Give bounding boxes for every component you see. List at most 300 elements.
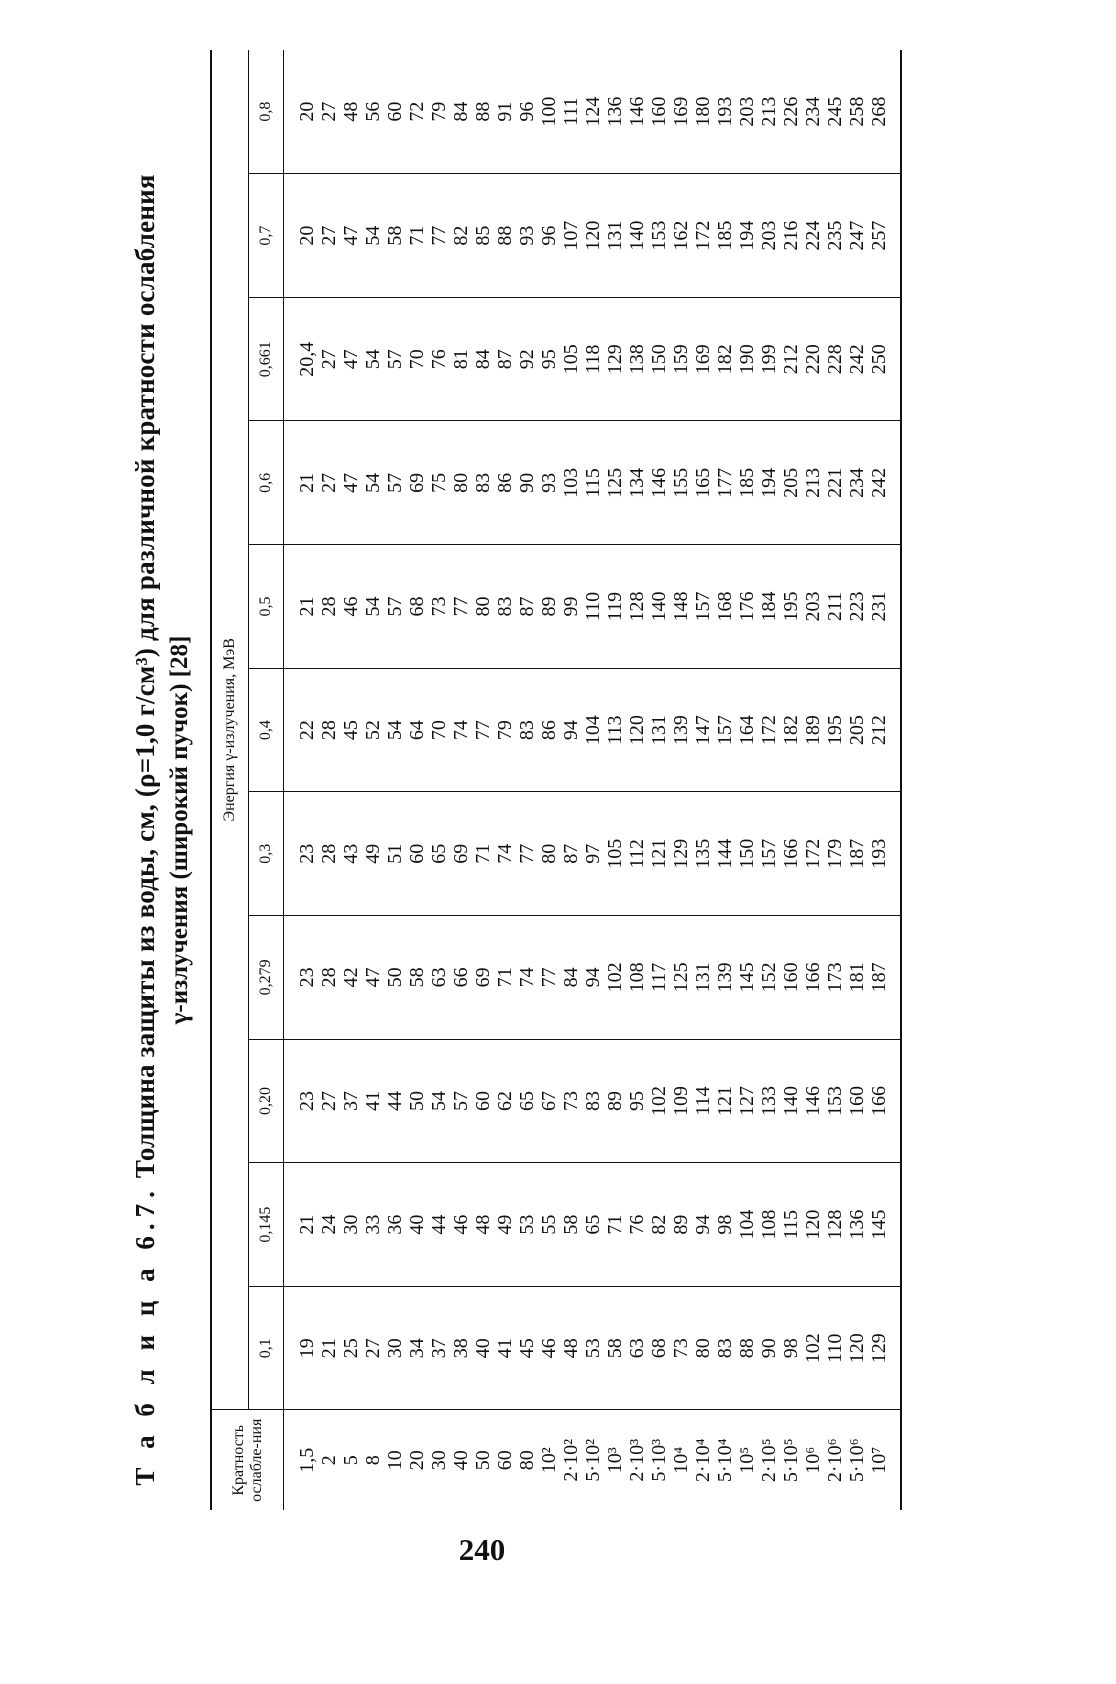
thickness-cell: 187	[868, 962, 890, 993]
thickness-cell: 73	[428, 596, 450, 617]
thickness-cell: 102	[802, 1333, 824, 1364]
attenuation-cell: 5·10⁶	[846, 1438, 868, 1483]
thickness-cell: 90	[516, 472, 538, 493]
thickness-cell: 120	[846, 1333, 868, 1364]
thickness-cell: 45	[340, 720, 362, 741]
thickness-cell: 23	[296, 843, 318, 864]
thickness-cell: 53	[516, 1214, 538, 1235]
thickness-cell: 62	[494, 1090, 516, 1111]
thickness-cell: 47	[362, 967, 384, 988]
thickness-cell: 224	[802, 220, 824, 251]
thickness-cell: 80	[472, 596, 494, 617]
thickness-cell: 155	[670, 467, 692, 498]
thickness-cell: 92	[516, 349, 538, 370]
thickness-cell: 65	[582, 1214, 604, 1235]
thickness-cell: 103	[560, 467, 582, 498]
thickness-cell: 131	[692, 962, 714, 993]
thickness-cell: 57	[384, 349, 406, 370]
thickness-cell: 136	[604, 96, 626, 127]
thickness-cell: 27	[318, 101, 340, 122]
thickness-cell: 172	[692, 220, 714, 251]
energy-header: 0,661	[249, 297, 284, 421]
thickness-cell: 129	[604, 344, 626, 375]
thickness-cell: 79	[494, 720, 516, 741]
thickness-cell: 93	[516, 225, 538, 246]
attenuation-cell: 60	[494, 1450, 516, 1471]
thickness-cell: 91	[494, 101, 516, 122]
thickness-cell: 76	[626, 1214, 648, 1235]
attenuation-cell: 80	[516, 1450, 538, 1471]
thickness-cell: 195	[824, 715, 846, 746]
thickness-cell: 87	[516, 596, 538, 617]
thickness-cell: 146	[648, 467, 670, 498]
thickness-cell: 195	[780, 591, 802, 622]
thickness-cell: 51	[384, 843, 406, 864]
thickness-cell: 140	[648, 591, 670, 622]
thickness-cell: 199	[758, 344, 780, 375]
thickness-cell: 48	[560, 1338, 582, 1359]
attenuation-cell: 2·10⁶	[824, 1438, 846, 1483]
thickness-cell: 65	[428, 843, 450, 864]
thickness-cell: 108	[626, 962, 648, 993]
thickness-cell: 85	[472, 225, 494, 246]
table-title-line-1	[130, 50, 161, 1610]
thickness-cell: 144	[714, 838, 736, 869]
thickness-cell: 68	[648, 1338, 670, 1359]
thickness-cell: 49	[362, 843, 384, 864]
thickness-cell: 34	[406, 1338, 428, 1359]
thickness-cell: 129	[868, 1333, 890, 1364]
thickness-cell: 71	[604, 1214, 626, 1235]
thickness-cell: 21	[318, 1338, 340, 1359]
thickness-cell: 90	[758, 1338, 780, 1359]
thickness-cell: 79	[428, 101, 450, 122]
thickness-cell: 120	[802, 1209, 824, 1240]
thickness-cell-column	[284, 1163, 902, 1287]
thickness-cell: 148	[670, 591, 692, 622]
thickness-cell: 20	[296, 225, 318, 246]
thickness-cell: 73	[670, 1338, 692, 1359]
thickness-cell: 140	[780, 1085, 802, 1116]
thickness-cell: 173	[824, 962, 846, 993]
thickness-cell: 74	[516, 967, 538, 988]
thickness-cell: 96	[516, 101, 538, 122]
thickness-cell: 221	[824, 467, 846, 498]
thickness-cell-column	[284, 297, 902, 421]
thickness-cell: 107	[560, 220, 582, 251]
thickness-cell: 83	[472, 472, 494, 493]
thickness-cell: 71	[472, 843, 494, 864]
thickness-cell: 128	[824, 1209, 846, 1240]
thickness-cell: 54	[362, 349, 384, 370]
attenuation-cell: 2·10³	[626, 1438, 648, 1482]
thickness-cell: 157	[692, 591, 714, 622]
thickness-cell: 157	[758, 838, 780, 869]
thickness-cell: 129	[670, 838, 692, 869]
thickness-cell: 139	[670, 715, 692, 746]
thickness-cell: 58	[384, 225, 406, 246]
thickness-cell: 47	[340, 472, 362, 493]
thickness-cell: 88	[494, 225, 516, 246]
thickness-cell: 150	[736, 838, 758, 869]
thickness-cell: 95	[538, 349, 560, 370]
thickness-cell: 50	[406, 1090, 428, 1111]
thickness-cell: 113	[604, 715, 626, 745]
thickness-cell: 27	[318, 1090, 340, 1111]
thickness-cell: 245	[824, 96, 846, 127]
thickness-cell: 226	[780, 96, 802, 127]
thickness-cell: 77	[428, 225, 450, 246]
thickness-cell: 63	[626, 1338, 648, 1359]
thickness-cell: 63	[428, 967, 450, 988]
thickness-cell: 19	[296, 1338, 318, 1359]
thickness-cell: 176	[736, 591, 758, 622]
thickness-cell: 250	[868, 344, 890, 375]
thickness-cell: 87	[560, 843, 582, 864]
attenuation-cell: 10²	[538, 1447, 560, 1474]
thickness-cell: 109	[670, 1085, 692, 1116]
thickness-cell: 58	[406, 967, 428, 988]
thickness-cell: 99	[560, 596, 582, 617]
attenuation-cell: 2·10⁵	[758, 1438, 780, 1483]
thickness-cell: 57	[450, 1090, 472, 1111]
thickness-cell: 77	[538, 967, 560, 988]
thickness-cell: 133	[758, 1085, 780, 1116]
thickness-cell: 88	[736, 1338, 758, 1359]
thickness-cell: 40	[406, 1214, 428, 1235]
thickness-cell-column	[284, 545, 902, 669]
thickness-cell: 147	[692, 715, 714, 746]
thickness-cell: 212	[868, 715, 890, 746]
thickness-cell: 182	[780, 715, 802, 746]
thickness-cell: 45	[516, 1338, 538, 1359]
thickness-cell: 48	[340, 101, 362, 122]
energy-header-row	[249, 50, 284, 1510]
thickness-cell: 47	[340, 349, 362, 370]
thickness-cell: 234	[802, 96, 824, 127]
thickness-cell: 83	[516, 720, 538, 741]
page-number: 240	[458, 1532, 506, 1567]
thickness-cell: 23	[296, 967, 318, 988]
thickness-cell: 27	[318, 349, 340, 370]
thickness-cell: 223	[846, 591, 868, 622]
attenuation-cell: 10⁴	[670, 1446, 692, 1474]
thickness-cell: 88	[472, 101, 494, 122]
thickness-cell: 71	[406, 225, 428, 246]
attenuation-cell: 2·10⁴	[692, 1438, 714, 1483]
thickness-cell: 57	[384, 472, 406, 493]
thickness-cell: 96	[538, 225, 560, 246]
thickness-cell: 89	[538, 596, 560, 617]
thickness-cell: 30	[340, 1214, 362, 1235]
thickness-cell: 74	[494, 843, 516, 864]
thickness-cell: 160	[846, 1085, 868, 1116]
thickness-cell: 40	[472, 1338, 494, 1359]
thickness-cell: 54	[428, 1090, 450, 1111]
thickness-cell: 120	[626, 715, 648, 746]
thickness-cell: 70	[406, 349, 428, 370]
thickness-cell: 181	[846, 962, 868, 993]
thickness-cell: 25	[340, 1338, 362, 1359]
thickness-cell: 46	[450, 1214, 472, 1235]
thickness-cell: 139	[714, 962, 736, 993]
thickness-cell: 164	[736, 715, 758, 746]
thickness-cell: 189	[802, 715, 824, 746]
thickness-cell: 112	[626, 839, 648, 869]
thickness-cell: 125	[604, 467, 626, 498]
thickness-cell: 82	[450, 225, 472, 246]
thickness-cell: 54	[362, 472, 384, 493]
attenuation-cell: 10	[384, 1450, 406, 1471]
thickness-cell: 37	[340, 1090, 362, 1111]
rotated-page	[100, 50, 1000, 1610]
thickness-cell: 20,4	[296, 341, 318, 377]
thickness-cell: 268	[868, 96, 890, 127]
thickness-cell: 80	[538, 843, 560, 864]
thickness-cell: 166	[780, 838, 802, 869]
thickness-cell: 190	[736, 344, 758, 375]
thickness-cell: 160	[780, 962, 802, 993]
thickness-cell-column	[284, 421, 902, 545]
thickness-cell-column	[284, 50, 902, 174]
thickness-cell-column	[284, 668, 902, 792]
thickness-cell: 21	[296, 1214, 318, 1235]
thickness-cell: 72	[406, 101, 428, 122]
thickness-cell: 54	[362, 596, 384, 617]
thickness-cell: 138	[626, 344, 648, 375]
thickness-cell: 169	[670, 96, 692, 127]
attenuation-cell: 50	[472, 1450, 494, 1471]
thickness-cell-column	[284, 792, 902, 916]
thickness-cell: 69	[450, 843, 472, 864]
thickness-cell: 41	[362, 1090, 384, 1111]
thickness-cell: 145	[736, 962, 758, 993]
thickness-cell: 50	[384, 967, 406, 988]
thickness-cell: 95	[626, 1090, 648, 1111]
thickness-cell: 136	[846, 1209, 868, 1240]
thickness-cell-column	[284, 1039, 902, 1163]
thickness-cell: 65	[516, 1090, 538, 1111]
thickness-cell: 94	[692, 1214, 714, 1235]
thickness-cell: 86	[538, 720, 560, 741]
thickness-cell: 48	[472, 1214, 494, 1235]
thickness-cell: 115	[780, 1209, 802, 1240]
thickness-cell: 30	[384, 1338, 406, 1359]
attenuation-cell: 10⁶	[802, 1446, 824, 1474]
thickness-cell: 212	[780, 344, 802, 375]
thickness-cell: 258	[846, 96, 868, 127]
thickness-cell: 52	[362, 720, 384, 741]
thickness-cell: 117	[648, 962, 670, 992]
thickness-cell: 134	[626, 467, 648, 498]
thickness-cell: 165	[692, 467, 714, 498]
thickness-cell: 179	[824, 838, 846, 869]
thickness-cell: 166	[868, 1085, 890, 1116]
thickness-cell: 74	[450, 720, 472, 741]
table-caption-prefix: Т а б л и ц а 6.7.	[130, 1185, 160, 1486]
thickness-cell: 71	[494, 967, 516, 988]
thickness-cell: 257	[868, 220, 890, 251]
attenuation-cell: 5·10³	[648, 1438, 670, 1482]
thickness-cell: 94	[582, 967, 604, 988]
thickness-cell: 114	[692, 1086, 714, 1116]
thickness-cell: 216	[780, 220, 802, 251]
table-body-row	[284, 50, 902, 1510]
thickness-cell: 153	[824, 1085, 846, 1116]
thickness-cell: 60	[406, 843, 428, 864]
thickness-cell: 58	[560, 1214, 582, 1235]
thickness-cell: 27	[318, 472, 340, 493]
thickness-cell: 145	[868, 1209, 890, 1240]
thickness-cell: 93	[538, 472, 560, 493]
attenuation-cell: 2	[318, 1455, 340, 1466]
thickness-cell: 24	[318, 1214, 340, 1235]
thickness-cell: 42	[340, 967, 362, 988]
attenuation-column-header: Кратность ослабле-ния	[211, 1410, 284, 1510]
thickness-cell: 69	[472, 967, 494, 988]
thickness-cell: 162	[670, 220, 692, 251]
attenuation-cell: 20	[406, 1450, 428, 1471]
thickness-cell: 70	[428, 720, 450, 741]
thickness-cell: 110	[824, 1333, 846, 1363]
thickness-cell: 58	[604, 1338, 626, 1359]
thickness-cell: 169	[692, 344, 714, 375]
thickness-cell: 77	[516, 843, 538, 864]
thickness-cell: 41	[494, 1338, 516, 1359]
thickness-cell: 153	[648, 220, 670, 251]
thickness-cell: 83	[714, 1338, 736, 1359]
energy-header: 0,7	[249, 174, 284, 298]
thickness-cell: 220	[802, 344, 824, 375]
energy-header: 0,4	[249, 668, 284, 792]
attenuation-cell: 10³	[604, 1447, 626, 1474]
thickness-cell: 124	[582, 96, 604, 127]
thickness-cell: 66	[450, 967, 472, 988]
thickness-cell: 105	[560, 344, 582, 375]
thickness-cell: 105	[604, 838, 626, 869]
thickness-cell: 55	[538, 1214, 560, 1235]
energy-header: 0,5	[249, 545, 284, 669]
thickness-cell: 49	[494, 1214, 516, 1235]
thickness-cell: 125	[670, 962, 692, 993]
thickness-cell: 98	[714, 1214, 736, 1235]
thickness-cell: 157	[714, 715, 736, 746]
thickness-cell: 146	[802, 1085, 824, 1116]
thickness-cell: 75	[428, 472, 450, 493]
thickness-cell: 172	[802, 838, 824, 869]
thickness-cell: 118	[582, 344, 604, 374]
thickness-cell: 203	[736, 96, 758, 127]
attenuation-cell: 10⁷	[868, 1446, 890, 1474]
thickness-cell: 53	[582, 1338, 604, 1359]
thickness-cell: 68	[406, 596, 428, 617]
thickness-cell: 231	[868, 591, 890, 622]
thickness-cell: 28	[318, 843, 340, 864]
thickness-cell: 205	[846, 715, 868, 746]
thickness-cell: 80	[450, 472, 472, 493]
attenuation-cell: 10⁵	[736, 1446, 758, 1474]
thickness-cell: 184	[758, 591, 780, 622]
thickness-cell: 100	[538, 96, 560, 127]
energy-header: 0,145	[249, 1163, 284, 1287]
thickness-cell: 97	[582, 843, 604, 864]
thickness-cell: 234	[846, 467, 868, 498]
thickness-cell: 180	[692, 96, 714, 127]
thickness-cell: 56	[362, 101, 384, 122]
thickness-cell: 182	[714, 344, 736, 375]
thickness-cell: 33	[362, 1214, 384, 1235]
thickness-cell: 152	[758, 962, 780, 993]
thickness-cell: 185	[736, 467, 758, 498]
thickness-cell: 242	[868, 467, 890, 498]
thickness-cell: 203	[758, 220, 780, 251]
shielding-thickness-table	[210, 50, 902, 1510]
thickness-cell: 213	[802, 467, 824, 498]
energy-header: 0,279	[249, 916, 284, 1040]
thickness-cell: 119	[604, 591, 626, 622]
table-title-line-2: γ-излучения (широкий пучок) [28]	[166, 635, 193, 1025]
thickness-cell: 104	[582, 715, 604, 746]
thickness-cell: 54	[384, 720, 406, 741]
thickness-cell: 242	[846, 344, 868, 375]
thickness-cell: 44	[428, 1214, 450, 1235]
thickness-cell: 177	[714, 467, 736, 498]
thickness-cell: 28	[318, 596, 340, 617]
thickness-cell: 83	[494, 596, 516, 617]
thickness-cell: 44	[384, 1090, 406, 1111]
thickness-cell: 98	[780, 1338, 802, 1359]
thickness-cell: 94	[560, 720, 582, 741]
thickness-cell: 121	[714, 1085, 736, 1116]
attenuation-cell: 5·10⁵	[780, 1438, 802, 1483]
thickness-cell: 87	[494, 349, 516, 370]
thickness-cell: 77	[472, 720, 494, 741]
thickness-cell: 84	[450, 101, 472, 122]
thickness-cell: 172	[758, 715, 780, 746]
thickness-cell: 194	[758, 467, 780, 498]
thickness-cell: 82	[648, 1214, 670, 1235]
thickness-cell: 102	[604, 962, 626, 993]
thickness-cell: 46	[538, 1338, 560, 1359]
thickness-cell: 213	[758, 96, 780, 127]
thickness-cell: 43	[340, 843, 362, 864]
attenuation-cell: 30	[428, 1450, 450, 1471]
thickness-cell: 203	[802, 591, 824, 622]
thickness-cell: 168	[714, 591, 736, 622]
thickness-cell: 21	[296, 596, 318, 617]
thickness-cell: 37	[428, 1338, 450, 1359]
thickness-cell: 150	[648, 344, 670, 375]
thickness-cell: 84	[560, 967, 582, 988]
thickness-cell: 38	[450, 1338, 472, 1359]
thickness-cell: 69	[406, 472, 428, 493]
thickness-cell: 27	[318, 225, 340, 246]
thickness-cell: 83	[582, 1090, 604, 1111]
thickness-cell: 127	[736, 1085, 758, 1116]
thickness-cell: 102	[648, 1085, 670, 1116]
thickness-cell: 185	[714, 220, 736, 251]
thickness-cell: 193	[868, 838, 890, 869]
thickness-cell: 64	[406, 720, 428, 741]
energy-group-header: Энергия γ-излучения, МэВ	[211, 50, 249, 1410]
thickness-cell: 67	[538, 1090, 560, 1111]
thickness-cell: 36	[384, 1214, 406, 1235]
energy-header: 0,1	[249, 1286, 284, 1410]
thickness-cell: 80	[692, 1338, 714, 1359]
thickness-cell: 86	[494, 472, 516, 493]
thickness-cell: 205	[780, 467, 802, 498]
attenuation-cell: 1,5	[296, 1447, 318, 1473]
